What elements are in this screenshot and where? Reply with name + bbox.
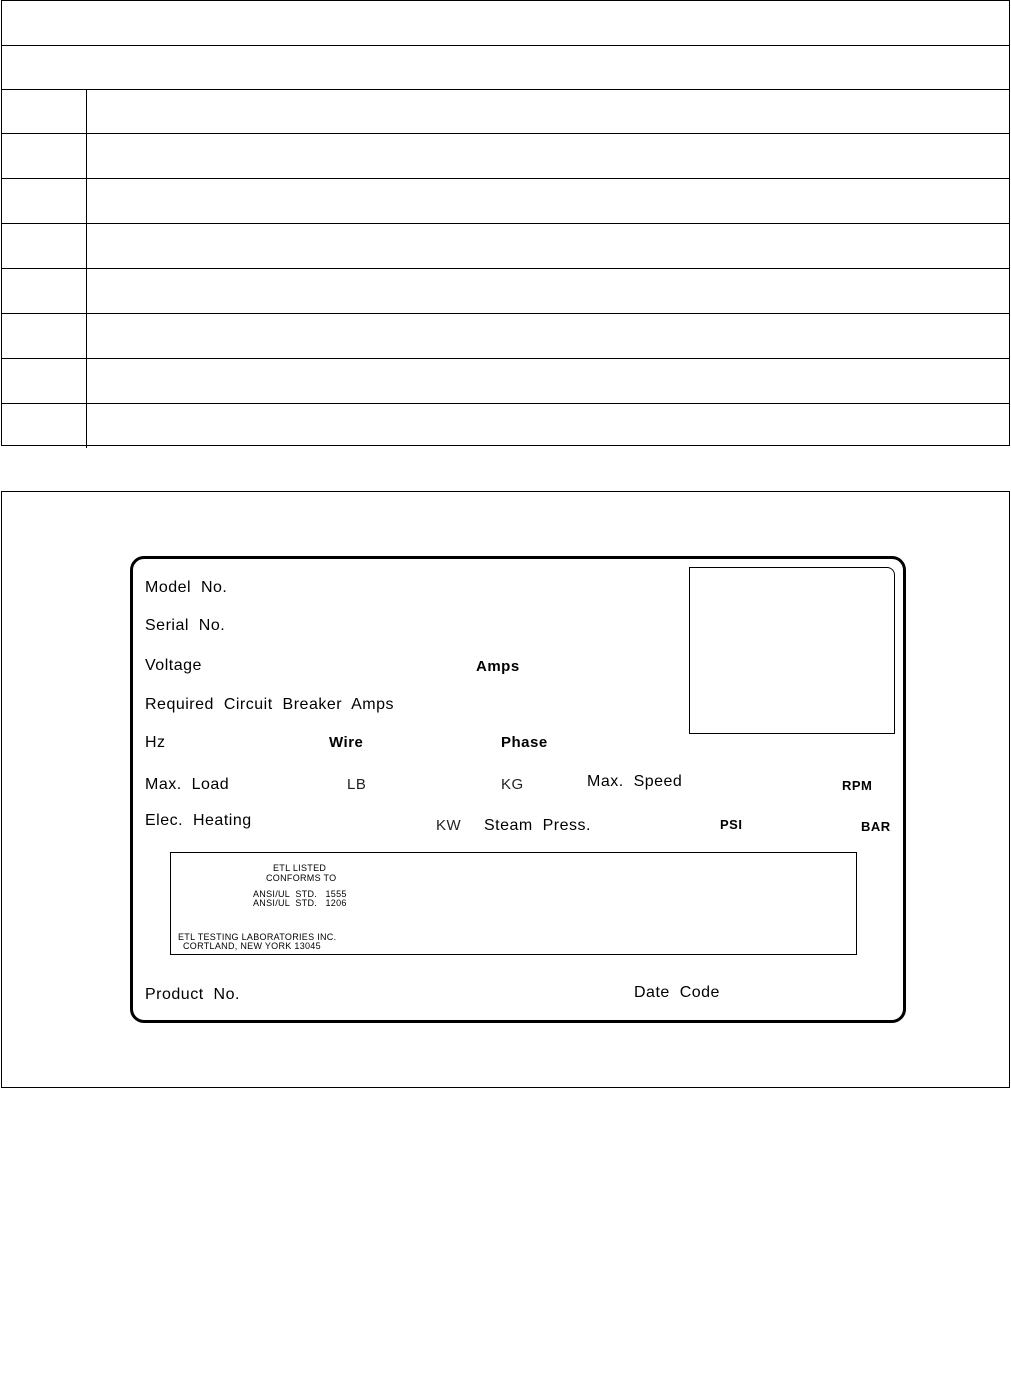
max-speed-label: Max. Speed <box>587 773 683 790</box>
etl-listed-text: ETL LISTED <box>273 863 327 873</box>
bar-unit: BAR <box>861 819 891 834</box>
elec-heating-label: Elec. Heating <box>145 812 252 829</box>
voltage-label: Voltage <box>145 657 202 674</box>
psi-unit: PSI <box>720 817 743 832</box>
hz-label: Hz <box>145 734 166 751</box>
table-row <box>2 224 1009 269</box>
lb-unit: LB <box>347 776 367 793</box>
table-row <box>2 134 1009 179</box>
serial-no-label: Serial No. <box>145 617 226 634</box>
table-row <box>2 404 1009 448</box>
table-row <box>2 89 1009 134</box>
logo-box <box>689 567 895 734</box>
table-row <box>2 314 1009 359</box>
amps-label: Amps <box>476 658 520 675</box>
etl-lab-address: CORTLAND, NEW YORK 13045 <box>183 941 321 951</box>
etl-standard-1: ANSI/UL STD. 1555 <box>253 889 347 899</box>
kg-unit: KG <box>501 776 524 793</box>
phase-label: Phase <box>501 734 548 751</box>
model-no-label: Model No. <box>145 579 228 596</box>
required-breaker-label: Required Circuit Breaker Amps <box>145 696 394 713</box>
etl-lab-name: ETL TESTING LABORATORIES INC. <box>178 932 337 942</box>
table-row <box>2 269 1009 314</box>
etl-conforms-text: CONFORMS TO <box>266 873 337 883</box>
wire-label: Wire <box>329 734 364 751</box>
max-load-label: Max. Load <box>145 776 230 793</box>
product-no-label: Product No. <box>145 986 240 1003</box>
steam-press-label: Steam Press. <box>484 817 591 834</box>
table-row <box>2 359 1009 404</box>
kw-unit: KW <box>436 817 462 834</box>
table-header-row <box>2 1 1009 46</box>
table-subheader-row <box>2 45 1009 90</box>
table-row <box>2 179 1009 224</box>
form-table <box>1 0 1010 446</box>
rpm-unit: RPM <box>842 778 873 793</box>
date-code-label: Date Code <box>634 984 720 1001</box>
etl-standard-2: ANSI/UL STD. 1206 <box>253 898 347 908</box>
